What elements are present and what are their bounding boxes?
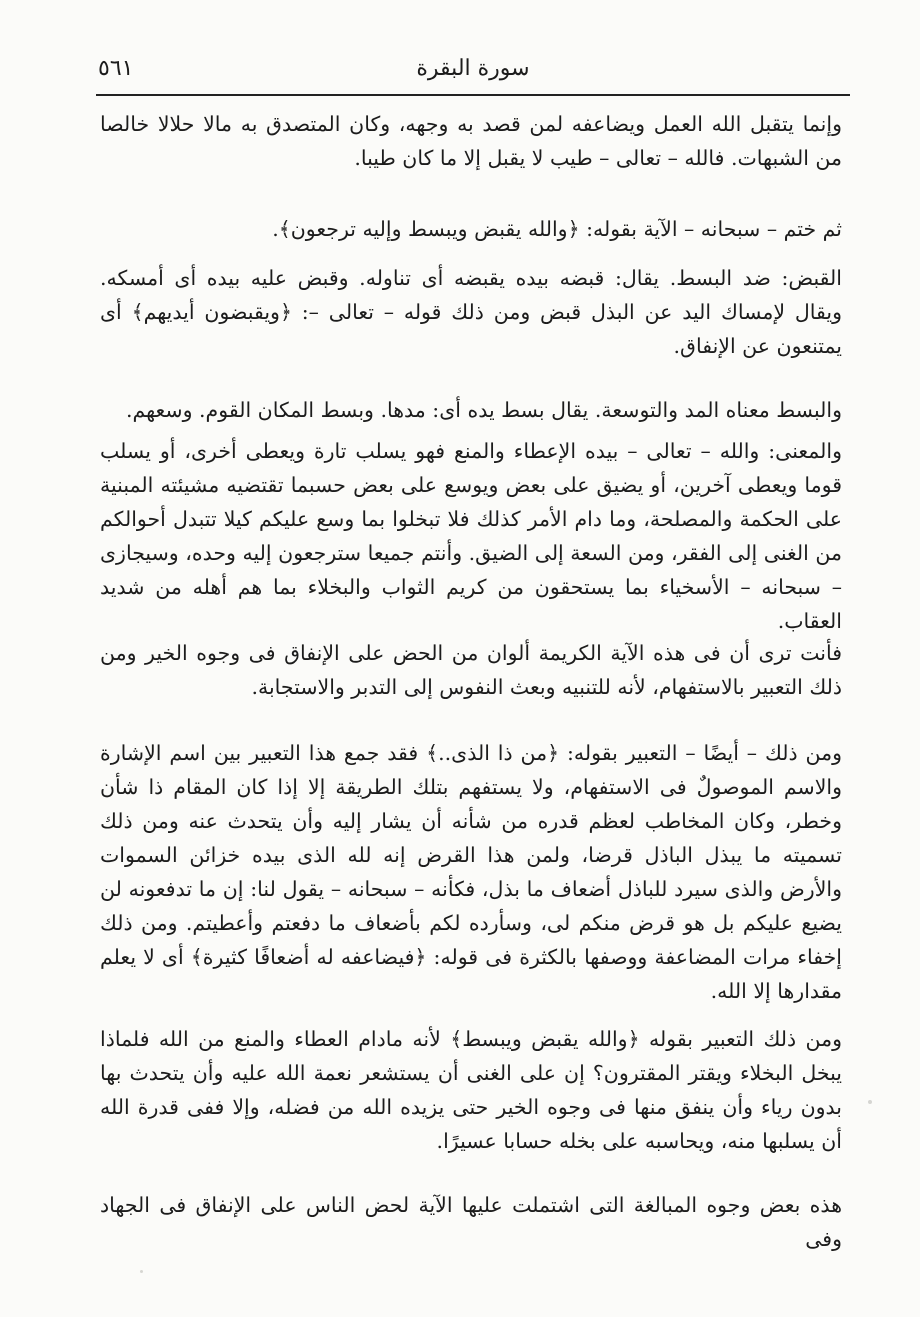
paragraph (100, 393, 842, 427)
paragraph-text: والبسط معناه المد والتوسعة. يقال بسط يده أى: مدها. وبسط المكان القوم. وسعهم. (125, 398, 842, 422)
paragraph-text: فأنت ترى أن فى هذه الآية الكريمة ألوان من الحض على الإنفاق فى وجوه الخير ومن ذلك التعبير بالاستفهام، لأنه للتنبيه وبعث النفوس إلى التدبر والاستجابة. (100, 641, 842, 699)
paragraph (100, 636, 842, 704)
paragraph (100, 434, 842, 638)
paragraph (100, 1022, 842, 1158)
paragraph (100, 261, 842, 363)
page-number: ٥٦١ (98, 56, 134, 81)
paragraph-text: والمعنى: والله – تعالى – بيده الإعطاء والمنع فهو يسلب تارة ويعطى أخرى، أو يسلب قوما ويعطى آخرين، أو يضيق على بعض ويوسع على بعض حسبما تقتضيه مشيئته المبنية على الحكمة والمصلحة، وما دام الأمر كذلك فلا تبخلوا بما وسع عليكم كيلا تتبدل أحوالكم من الغنى إلى الفقر، ومن السعة إلى الضيق. وأنتم جميعا سترجعون إليه وحده، وسيجازى – سبحانه – الأسخياء بما يستحقون من كريم الثواب والبخلاء بما هم أهله من شديد العقاب. (100, 439, 842, 633)
header-divider (96, 94, 850, 96)
paragraph (100, 107, 842, 175)
paragraph (100, 736, 842, 1008)
paragraph-text: وإنما يتقبل الله العمل ويضاعفه لمن قصد به وجهه، وكان المتصدق به مالا حلالا خالصا من الشبهات. فالله – تعالى – طيب لا يقبل إلا ما كان طيبا. (100, 112, 842, 170)
scan-speck (140, 1270, 143, 1273)
paragraph-text: ومن ذلك – أيضًا – التعبير بقوله: ﴿من ذا الذى..﴾ فقد جمع هذا التعبير بين اسم الإشارة والاسم الموصولٌ فى الاستفهام، ولا يستفهم بتلك الطريقة إلا إذا كان المقام ذا شأن وخطر، وكان المخاطب لعظم قدره من شأنه أن يشار إليه وأن يتحدث عنه ومن ذلك تسميته ما يبذل الباذل قرضا، ولمن هذا القرض إنه لله الذى بيده خزائن السموات والأرض والذى سيرد للباذل أضعاف ما بذل، فكأنه – سبحانه – يقول لنا: إن ما تدفعونه لن يضيع عليكم بل هو قرض منكم لى، وسأرده لكم بأضعاف ما دفعتم وأعطيتم. ومن ذلك إخفاء مرات المضاعفة ووصفها بالكثرة فى قوله: ﴿فيضاعفه له أضعافًا كثيرة﴾ أى لا يعلم مقدارها إلا الله. (100, 741, 842, 1003)
paragraph-text: هذه بعض وجوه المبالغة التى اشتملت عليها الآية لحض الناس على الإنفاق فى الجهاد وفى (100, 1193, 842, 1251)
paragraph-text: ثم ختم – سبحانه – الآية بقوله: ﴿والله يقبض ويبسط وإليه ترجعون﴾. (272, 217, 842, 241)
paragraph-text: القبض: ضد البسط. يقال: قبضه بيده يقبضه أى تناوله. وقبض عليه بيده أى أمسكه. ويقال لإمساك اليد عن البذل قبض ومن ذلك قوله – تعالى –: ﴿ويقبضون أيديهم﴾ أى يمتنعون عن الإنفاق. (100, 266, 842, 358)
surah-title: سورة البقرة (416, 56, 530, 81)
paragraph-text: ومن ذلك التعبير بقوله ﴿والله يقبض ويبسط﴾ لأنه مادام العطاء والمنع من الله فلماذا يبخل البخلاء ويقتر المقترون؟ إن على الغنى أن يستشعر نعمة الله عليه وأن يتحدث بها بدون رياء وأن ينفق منها فى وجوه الخير حتى يزيده الله من فضله، وإلا ففى قدرة الله أن يسلبها منه، ويحاسبه على بخله حسابا عسيرًا. (100, 1027, 842, 1153)
scan-speck (868, 1100, 872, 1104)
paragraph (100, 212, 842, 246)
page-header (96, 52, 850, 94)
paragraph (100, 1188, 842, 1256)
